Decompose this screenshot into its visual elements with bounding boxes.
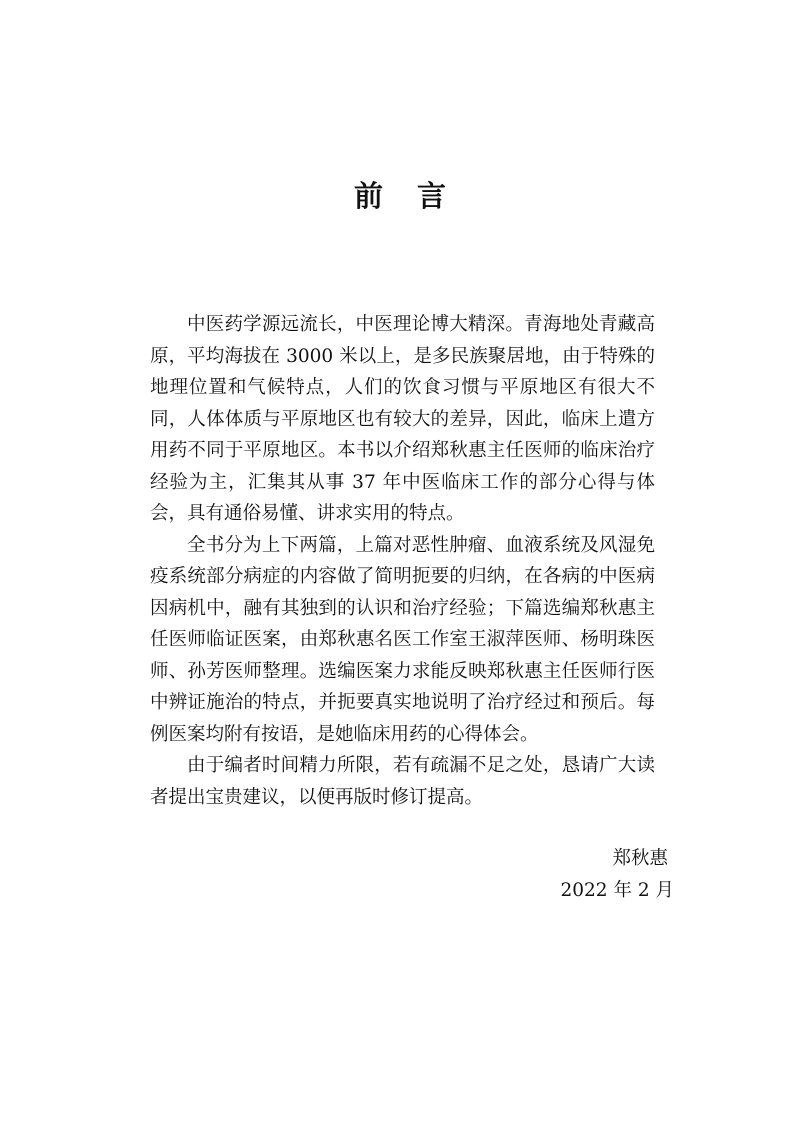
paragraph-2: 全书分为上下两篇，上篇对恶性肿瘤、血液系统及风湿免疫系统部分病症的内容做了简明扼要的归纳，在各病的中医病因病机中，融有其独到的认识和治疗经验；下篇选编郑秋惠主任医师临证医案，由郑秋惠名医工作室王淑萍医师、杨明珠医师、孙芳医师整理。选编医案力求能反映郑秋惠主任医师行医中辨证施治的特点，并扼要真实地说明了治疗经过和预后。每例医案均附有按语，是她临床用药的心得体会。 — [150, 534, 655, 745]
signature-date: 2022 年 2 月 — [560, 880, 674, 901]
page-title — [0, 176, 800, 216]
paragraph-3: 由于编者时间精力所限，若有疏漏不足之处，恳请广大读者提出宝贵建议，以便再版时修订提高。 — [150, 755, 655, 808]
title-char-2: 言 — [417, 179, 447, 213]
preface-body — [150, 309, 655, 813]
signature-block — [561, 843, 675, 907]
author-name: 郑秋惠 — [612, 848, 668, 869]
title-char-1: 前 — [353, 179, 383, 213]
paragraph-1: 中医药学源远流长，中医理论博大精深。青海地处青藏高原，平均海拔在 3000 米以上，是多民族聚居地，由于特殊的地理位置和气候特点，人们的饮食习惯与平原地区有很大不同，人体体质与平原地区也有较大的差异，因此，临床上遣方用药不同于平原地区。本书以介绍郑秋惠主任医师的临床治疗经验为主，汇集其从事 37 年中医临床工作的部分心得与体会，具有通俗易懂、讲求实用的特点。 — [150, 314, 655, 524]
